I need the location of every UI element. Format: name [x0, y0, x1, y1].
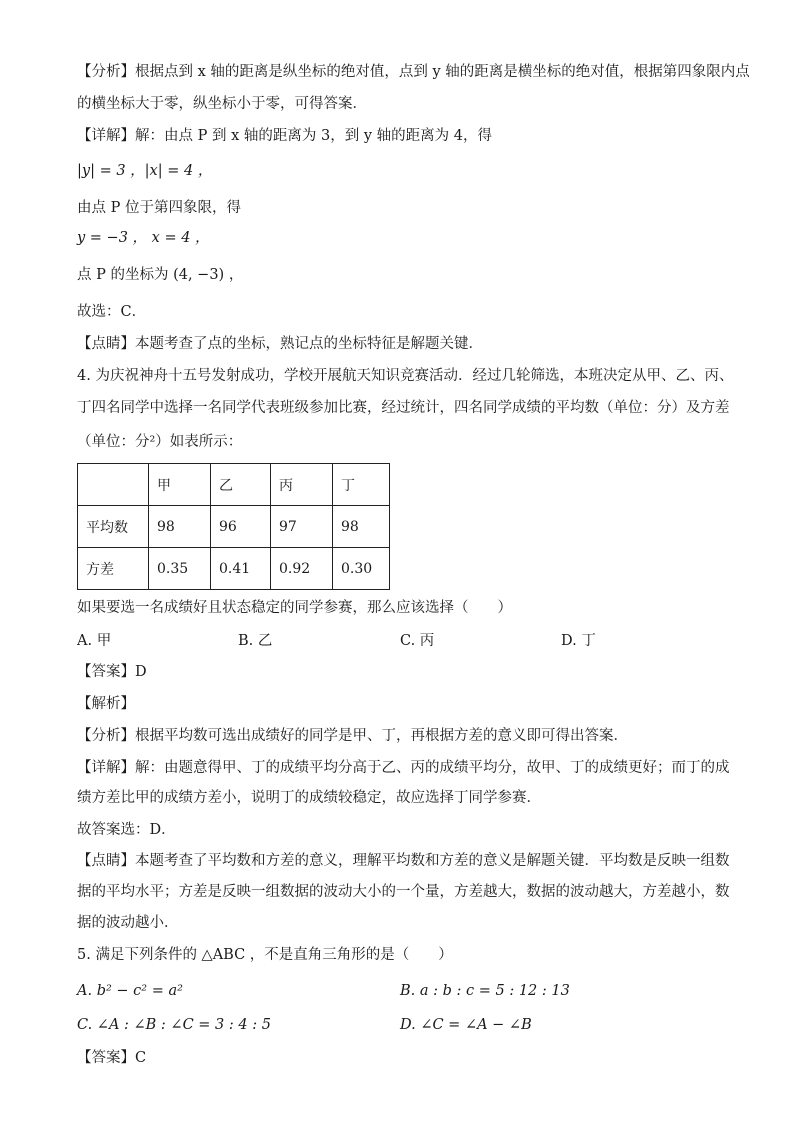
table-cell: 97 [271, 506, 333, 548]
q3-fourth-quadrant-text: 由点 P 位于第四象限，得 [77, 200, 241, 216]
table-header-cell: 甲 [149, 464, 211, 506]
q5-option-b: B. a : b : c = 5 : 12 : 13 [400, 983, 570, 999]
table-header-cell: 丁 [333, 464, 390, 506]
q5-option-d: D. ∠C = ∠A − ∠B [400, 1017, 532, 1033]
table-cell: 96 [211, 506, 271, 548]
q4-stem-line3: （单位：分²）如表所示： [77, 434, 243, 450]
table-cell: 98 [333, 506, 390, 548]
q4-question: 如果要选一名成绩好且状态稳定的同学参赛，那么应该选择（ ） [77, 600, 512, 616]
table-header-cell [78, 464, 149, 506]
q4-option-c: C. 丙 [400, 633, 435, 649]
table-row [78, 548, 390, 590]
q5-option-c: C. ∠A : ∠B : ∠C = 3 : 4 : 5 [77, 1017, 271, 1033]
q3-choice: 故选：C． [77, 304, 147, 320]
q4-option-a: A. 甲 [77, 633, 112, 649]
table-cell: 0.92 [271, 548, 333, 590]
score-table [77, 463, 390, 590]
q5-answer: 【答案】C [77, 1050, 147, 1066]
q4-detail-line2: 绩方差比甲的成绩方差小，说明丁的成绩较稳定，故应选择丁同学参赛． [77, 790, 541, 806]
q3-equation-values: y = −3 ， x = 4 ， [77, 230, 210, 246]
q4-comment-line3: 据的波动越小． [77, 915, 179, 931]
q4-option-d: D. 丁 [561, 633, 596, 649]
q3-coordinate-result: 点 P 的坐标为 (4, −3) ， [77, 267, 244, 283]
q4-answer: 【答案】D [77, 664, 147, 680]
table-header-row [78, 464, 390, 506]
q3-analysis-line2: 的横坐标大于零，纵坐标小于零，可得答案． [77, 96, 367, 112]
table-cell: 0.30 [333, 548, 390, 590]
q4-detail-line1: 【详解】解：由题意得甲、丁的成绩平均分高于乙、丙的成绩平均分，故甲、丁的成绩更好；而丁的成 [77, 760, 730, 776]
q5-option-a: A. b² − c² = a² [77, 983, 183, 999]
table-header-cell: 乙 [211, 464, 271, 506]
q4-stem-line2: 丁四名同学中选择一名同学代表班级参加比赛，经过统计，四名同学成绩的平均数（单位：分）及方差 [77, 400, 730, 416]
table-cell: 0.35 [149, 548, 211, 590]
q3-analysis-line1: 【分析】根据点到 x 轴的距离是纵坐标的绝对值，点到 y 轴的距离是横坐标的绝对值，根据第四象限内点 [77, 64, 750, 80]
table-cell: 平均数 [78, 506, 149, 548]
table-cell: 0.41 [211, 548, 271, 590]
table-cell: 98 [149, 506, 211, 548]
table-cell: 方差 [78, 548, 149, 590]
q4-choice: 故答案选：D． [77, 822, 176, 838]
q4-stem-line1: 4. 为庆祝神舟十五号发射成功，学校开展航天知识竞赛活动．经过几轮筛选，本班决定从甲、乙、丙、 [77, 368, 734, 384]
q3-equation-abs: |y| = 3 ，|x| = 4 ， [77, 163, 213, 179]
q5-stem: 5. 满足下列条件的 △ABC ，不是直角三角形的是（ ） [77, 947, 453, 963]
table-row [78, 506, 390, 548]
q4-comment-line1: 【点睛】本题考查了平均数和方差的意义，理解平均数和方差的意义是解题关键．平均数是反映一组数 [77, 853, 730, 869]
q3-comment: 【点睛】本题考查了点的坐标，熟记点的坐标特征是解题关键． [77, 336, 483, 352]
q4-option-b: B. 乙 [238, 633, 273, 649]
q4-comment-line2: 据的平均水平；方差是反映一组数据的波动大小的一个量，方差越大，数据的波动越大，方差越小，数 [77, 884, 730, 900]
q3-detail-line1: 【详解】解：由点 P 到 x 轴的距离为 3，到 y 轴的距离为 4，得 [77, 128, 492, 144]
q4-analysis: 【分析】根据平均数可选出成绩好的同学是甲、丁，再根据方差的意义即可得出答案． [77, 728, 628, 744]
q4-explain-heading: 【解析】 [77, 696, 135, 712]
table-header-cell: 丙 [271, 464, 333, 506]
